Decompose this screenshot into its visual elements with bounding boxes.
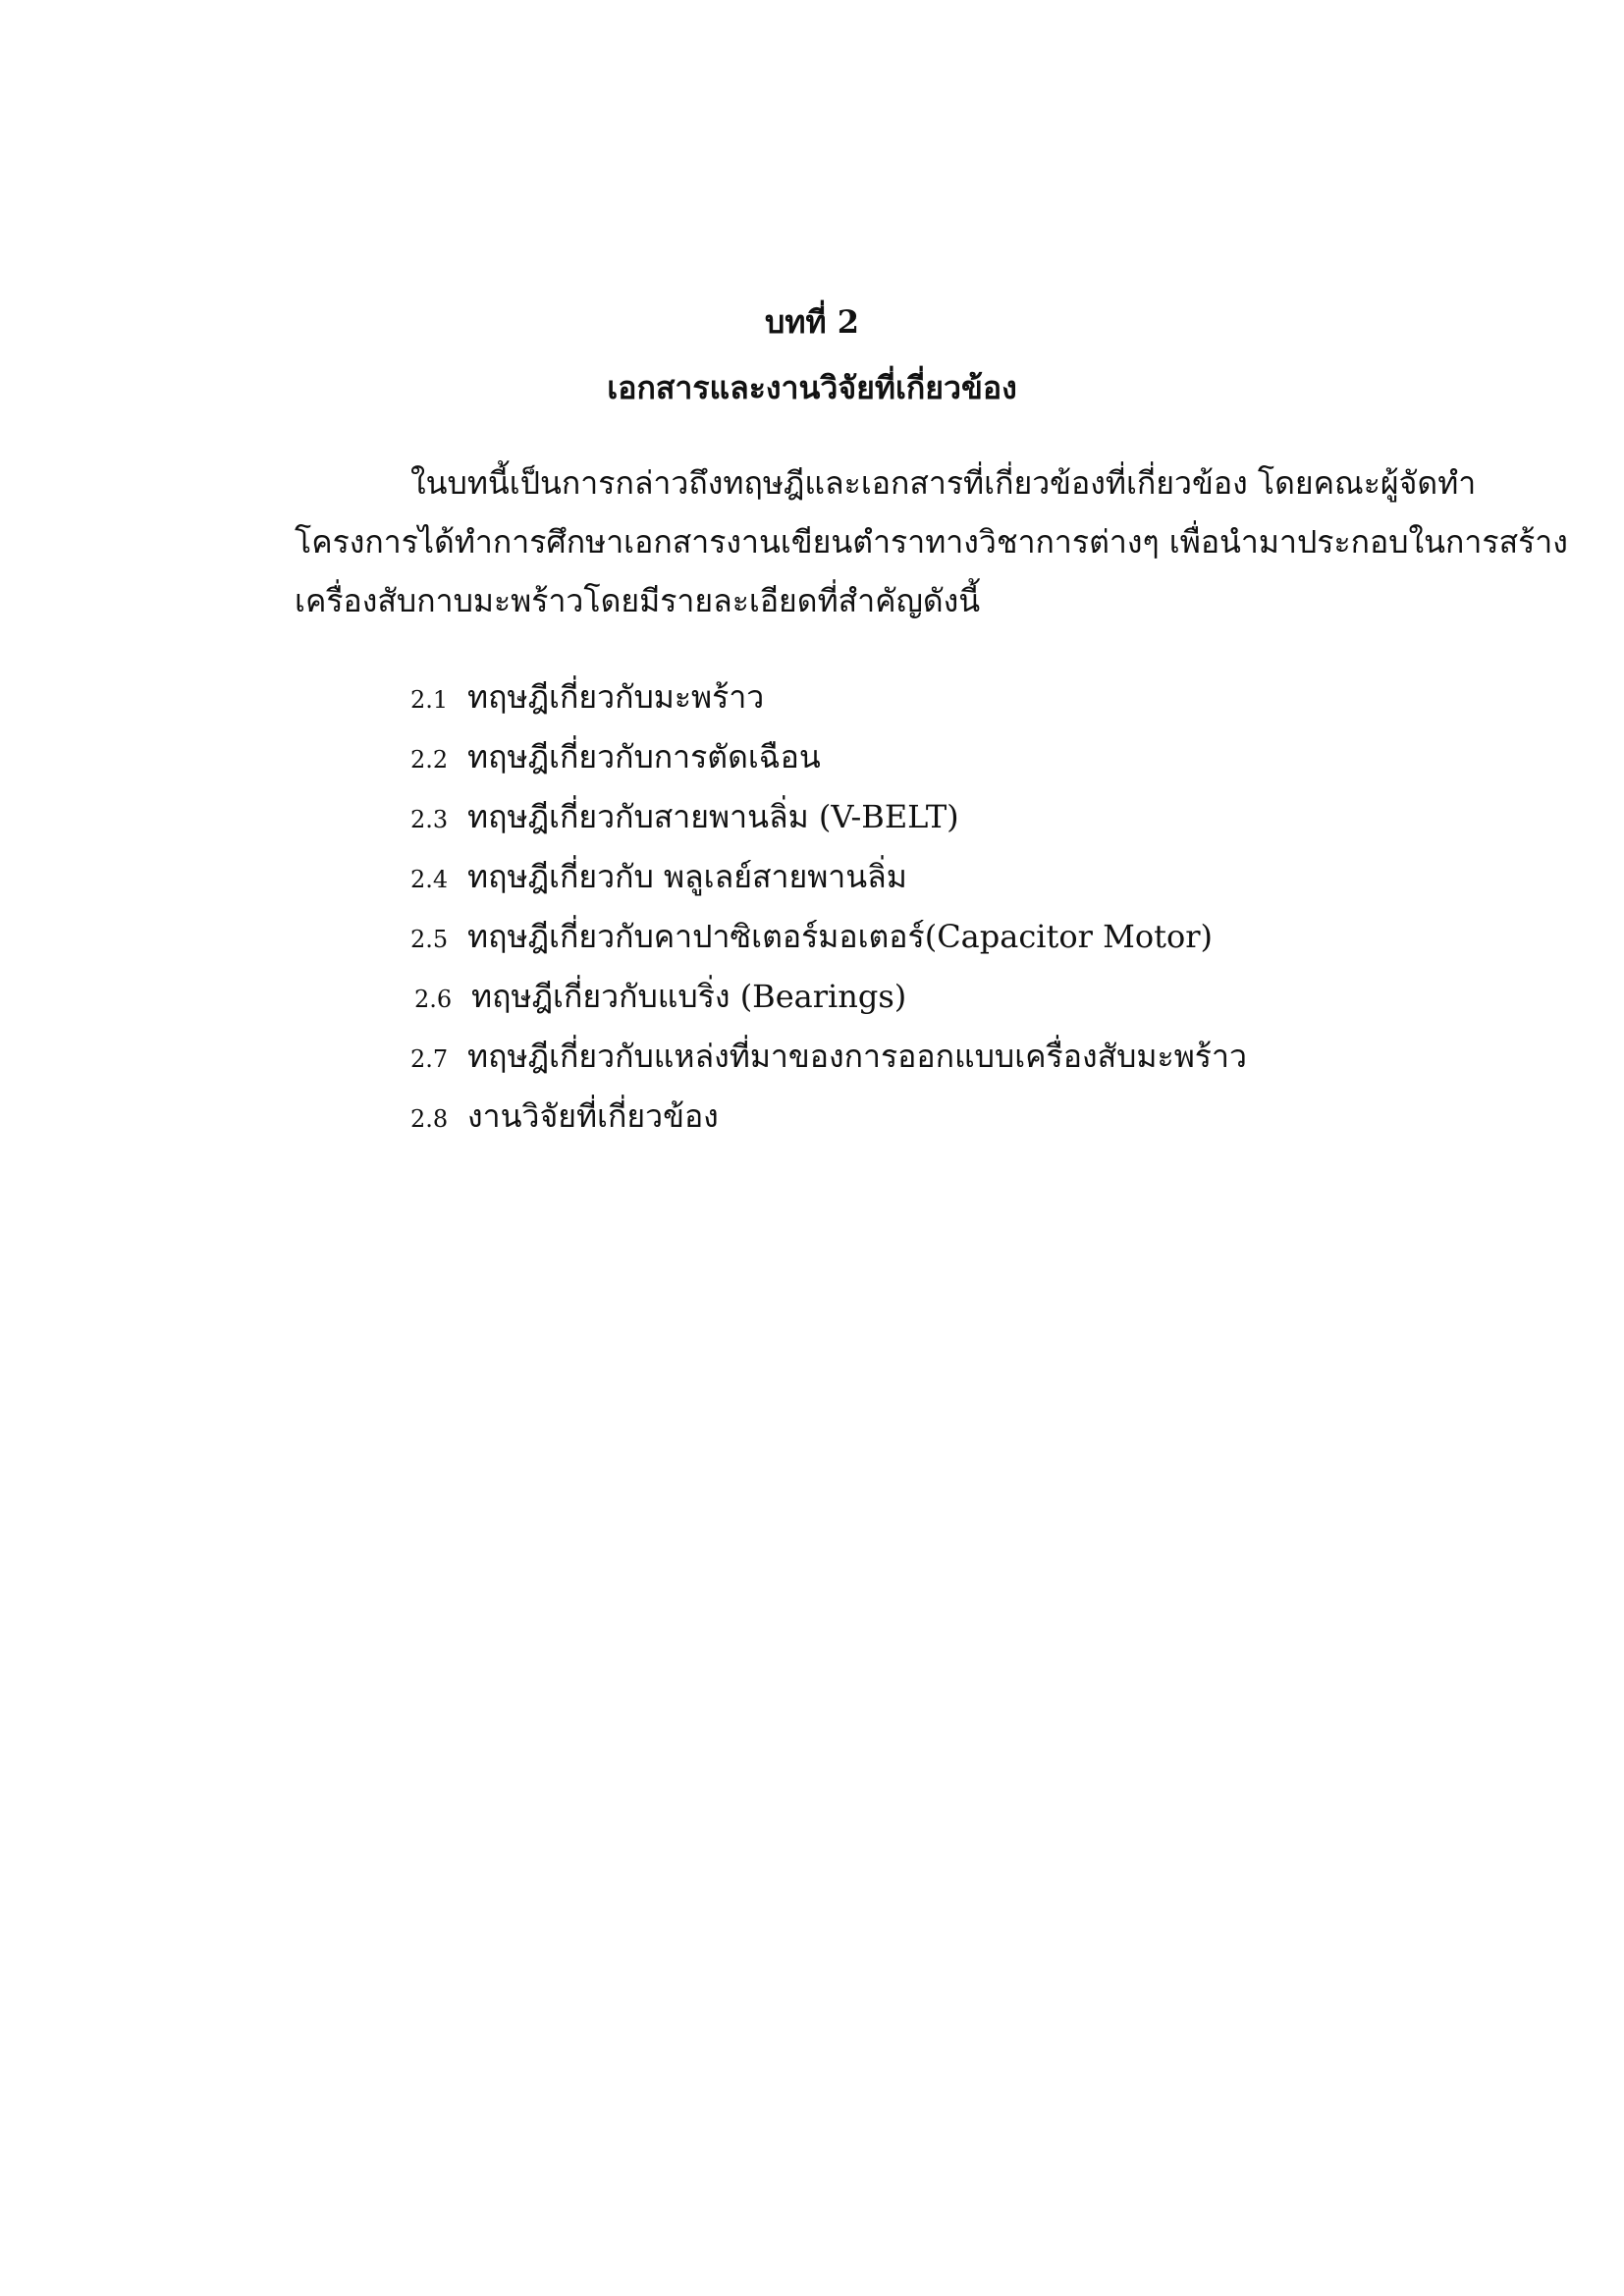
section-list-item [410,847,1392,907]
section-title: ทฤษฎีเกี่ยวกับ พลูเลย์สายพานลิ่ม [467,858,907,895]
section-list-item [410,1027,1392,1087]
section-list-item [410,727,1392,787]
intro-line: ในบทนี้เป็นการกล่าวถึงทฤษฎีและเอกสารที่เกี่ยวข้องที่เกี่ยวข้อง โดยคณะผู้จัดทำ [410,464,1477,502]
section-title: งานวิจัยที่เกี่ยวข้อง [467,1097,719,1135]
section-number: 2.2 [410,746,449,774]
section-title: ทฤษฎีเกี่ยวกับมะพร้าว [467,678,765,716]
section-title: ทฤษฎีเกี่ยวกับคาปาซิเตอร์มอเตอร์(Capacitor Motor) [467,918,1213,955]
section-number: 2.1 [410,686,449,714]
section-number: 2.6 [414,986,453,1013]
section-number: 2.5 [410,926,449,953]
intro-line: โครงการได้ทำการศึกษาเอกสารงานเขียนตำราทางวิชาการต่างๆ เพื่อนำมาประกอบในการสร้าง [295,523,1568,561]
section-list-item [410,1087,1392,1147]
intro-paragraph [295,454,1568,630]
section-number: 2.3 [410,806,449,833]
section-list [410,667,1392,1147]
section-number: 2.8 [410,1105,449,1133]
intro-line: เครื่องสับกาบมะพร้าวโดยมีรายละเอียดที่สำคัญดังนี้ [295,582,981,619]
section-title: ทฤษฎีเกี่ยวกับแหล่งที่มาของการออกแบบเครื่องสับมะพร้าว [467,1038,1247,1075]
section-list-item [410,907,1392,967]
section-title: ทฤษฎีเกี่ยวกับการตัดเฉือน [467,738,821,775]
chapter-title: เอกสารและงานวิจัยที่เกี่ยวข้อง [607,369,1017,406]
section-title: ทฤษฎีเกี่ยวกับแบริ่ง (Bearings) [471,978,907,1015]
section-list-item [410,787,1392,847]
section-number: 2.4 [410,866,449,893]
section-list-item [410,667,1392,727]
section-title: ทฤษฎีเกี่ยวกับสายพานลิ่ม (V-BELT) [467,798,959,835]
section-number: 2.7 [410,1045,449,1073]
section-list-item [410,967,1392,1027]
chapter-number: บทที่ 2 [765,303,859,341]
